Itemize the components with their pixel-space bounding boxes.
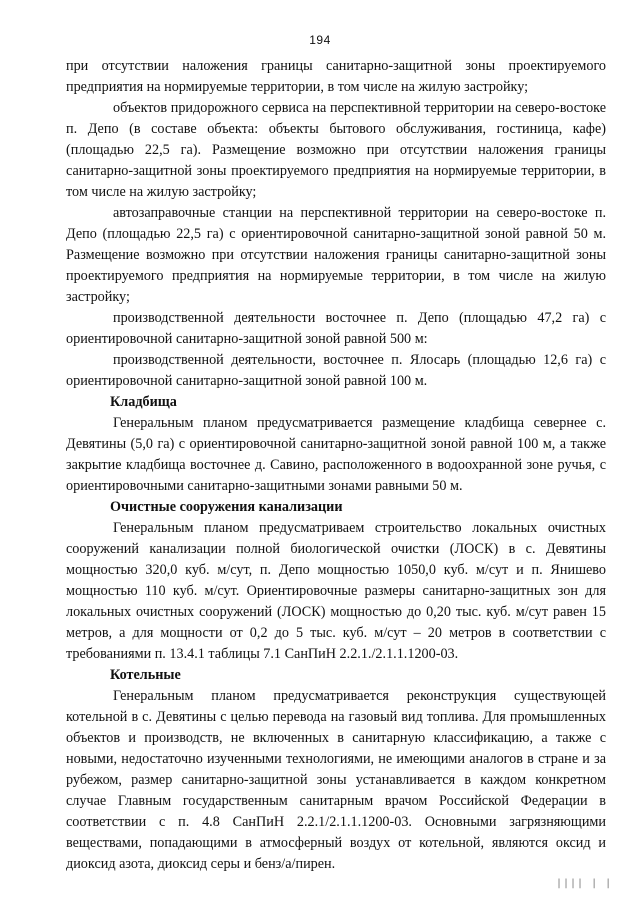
paragraph-production-yalosar: производственной деятельности, восточнее п. Ялосарь (площадью 12,6 га) с ориентировочной санитарно-защитной зоной равной 100 м. bbox=[66, 352, 606, 389]
paragraph-roadside-service: объектов придорожного сервиса на перспективной территории на северо-востоке п. Депо (в составе объекта: объекты бытового обслуживания, гостиница, кафе) (площадью 22,5 га). Размещение возможно при отсутствии наложения границы санитарно-защитной зоны проектируемого предприятия на нормируемые территории, в том числе на жилую застройку; bbox=[66, 100, 606, 200]
paragraph-sewage-treatment: Генеральным планом предусматриваем строительство локальных очистных сооружений канализации полной биологической очистки (ЛОСК) в с. Девятины мощностью 320,0 куб. м/сут, п. Депо мощностью 1050,0 куб. м/сут и п. Янишево мощностью 110 куб. м/сут. Ориентировочные размеры санитарно-защитных зон для локальных очистных сооружений (ЛОСК) мощностью до 0,20 тыс. куб. м/сут равен 15 метров, а для мощности от 0,2 до 5 тыс. куб. м/сут – 20 метров в соответствии с требованиями п. 13.4.1 таблицы 7.1 СанПиН 2.2.1./2.1.1.1200-03. bbox=[66, 520, 606, 662]
heading-cemeteries: Кладбища bbox=[110, 394, 177, 410]
heading-boiler-houses: Котельные bbox=[110, 667, 181, 683]
paragraph-continuation: при отсутствии наложения границы санитарно-защитной зоны проектируемого предприятия на нормируемые территории, в том числе на жилую застройку; bbox=[66, 58, 606, 95]
paragraph-cemeteries: Генеральным планом предусматривается размещение кладбища севернее с. Девятины (5,0 га) с ориентировочной санитарно-защитной зоной равной 100 м, а также закрытие кладбища восточнее д. Савино, расположенного в водоохранной зоне ручья, с ориентировочными санитарно-защитными зонами равными 50 м. bbox=[66, 415, 606, 494]
paragraph-production-depo: производственной деятельности восточнее п. Депо (площадью 47,2 га) с ориентировочной санитарно-защитной зоной равной 500 м: bbox=[66, 310, 606, 347]
paragraph-boiler-houses: Генеральным планом предусматривается реконструкция существующей котельной в с. Девятины с целью перевода на газовый вид топлива. Для промышленных объектов и производств, не включенных в санитарную классификацию, а также с новыми, недостаточно изученными технологиями, не имеющими аналогов в стране и за рубежом, размер санитарно-защитной зоны устанавливается в каждом конкретном случае Главным государственным санитарным врачом Российской Федерации в соответствии с п. 4.8 СанПиН 2.2.1/2.1.1.1200-03. Основными загрязняющими веществами, попадающими в атмосферный воздух от котельной, являются оксид и диоксид азота, диоксид серы и бенз/а/пирен. bbox=[66, 688, 606, 872]
paragraph-gas-stations: автозаправочные станции на перспективной территории на северо-востоке п. Депо (площадью 22,5 га) с ориентировочной санитарно-защитной зоной равной 50 м. Размещение возможно при отсутствии наложения границы санитарно-защитной зоны проектируемого предприятия на нормируемые территории, в том числе на жилую застройку; bbox=[66, 205, 606, 305]
scan-marks: |||| | | bbox=[556, 878, 613, 889]
document-body bbox=[66, 56, 606, 875]
page-number: 194 bbox=[309, 33, 331, 47]
heading-sewage-treatment: Очистные сооружения канализации bbox=[110, 499, 343, 515]
